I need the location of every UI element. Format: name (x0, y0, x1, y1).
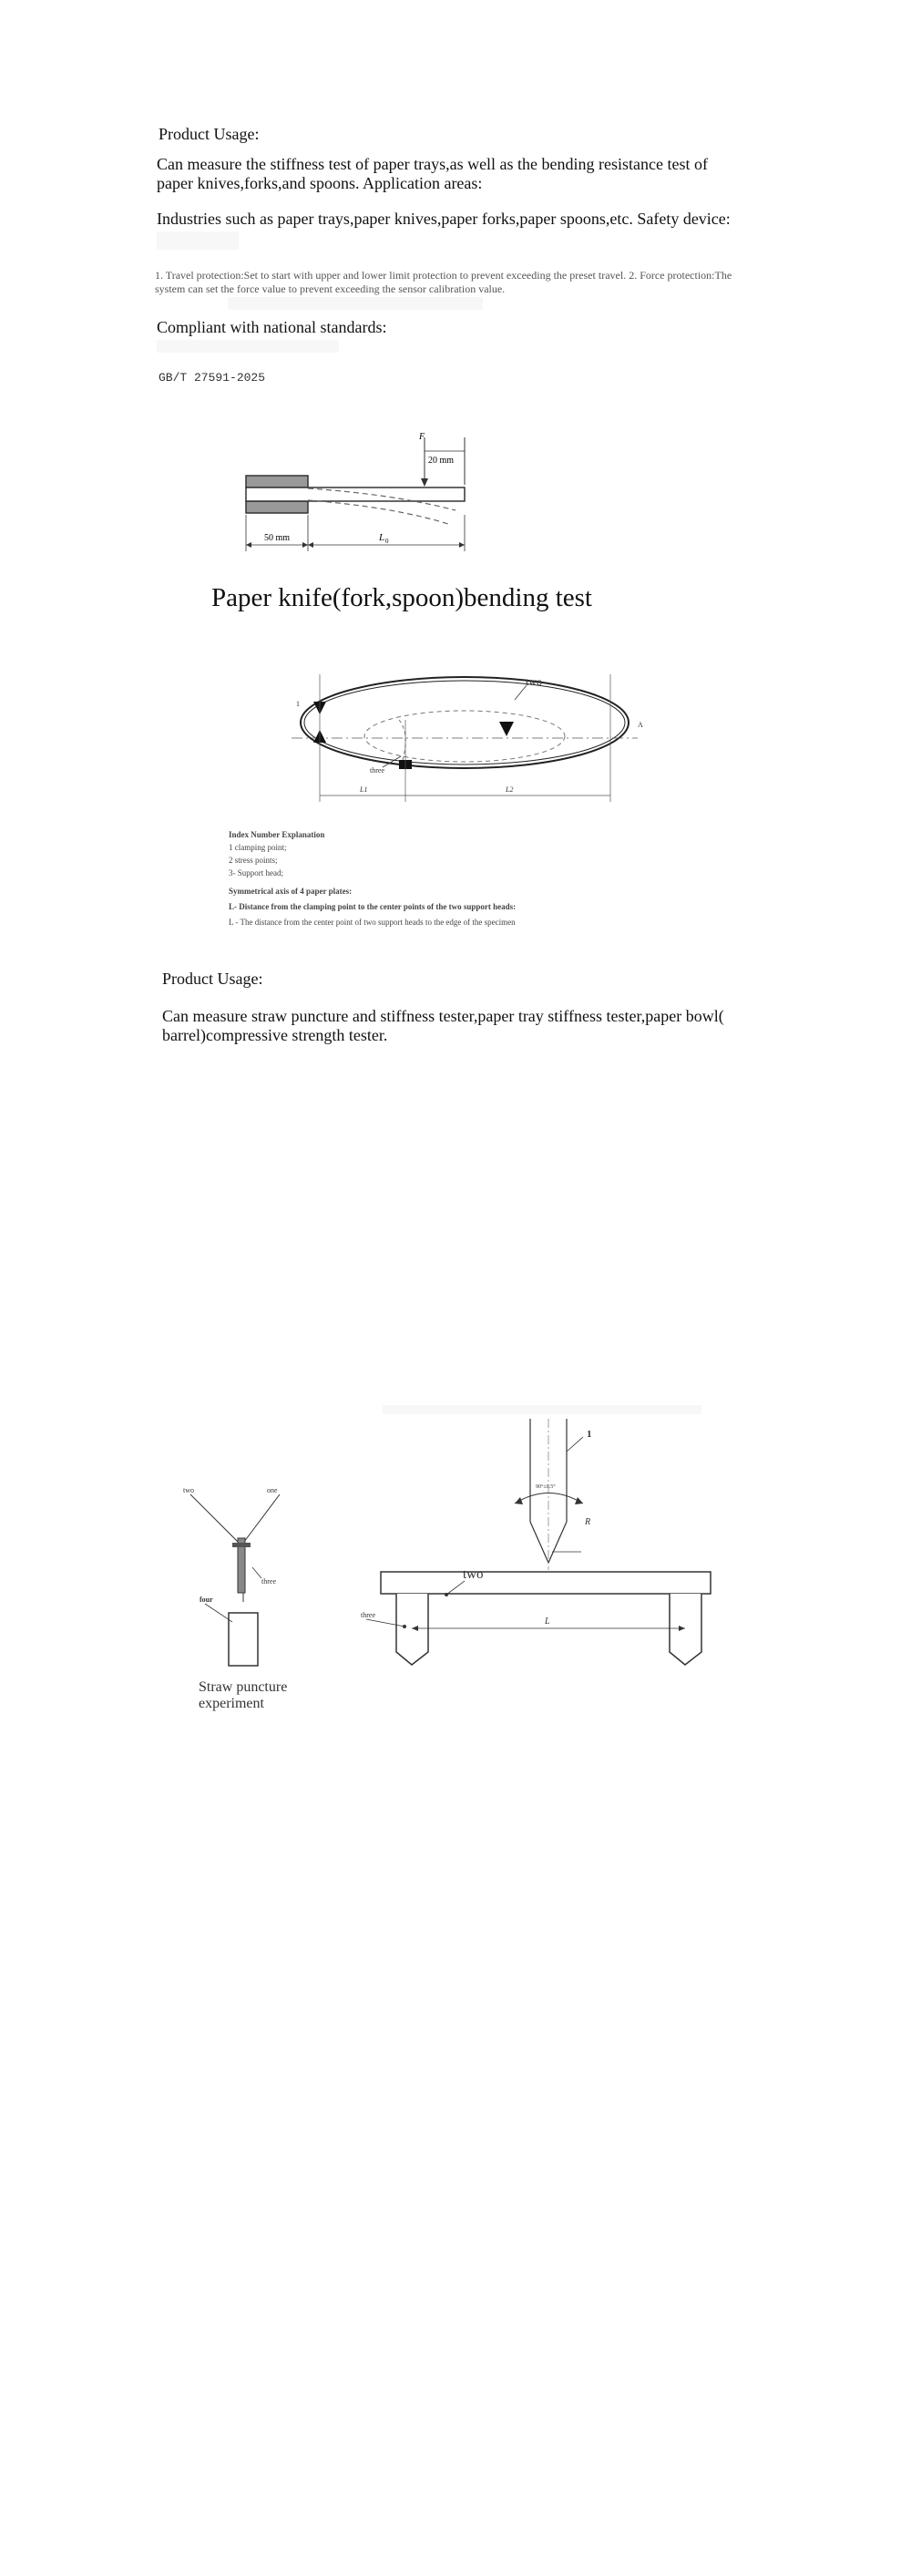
pivot-lines (190, 1494, 280, 1545)
fig3-label-four: four (200, 1596, 213, 1604)
dim-right-label: L (379, 532, 385, 543)
force-label: F (419, 432, 425, 442)
support-heads (396, 1594, 701, 1665)
standards-heading: Compliant with national standards: (157, 318, 387, 336)
specimen-bar (381, 1572, 711, 1594)
needle-collar (232, 1543, 251, 1547)
dim-left-label: 50 mm (264, 533, 291, 543)
fig3-label-two: two (183, 1486, 194, 1494)
dim-top-label: 20 mm (428, 456, 455, 466)
safety-note: 1. Travel protection:Set to start with upper and lower limit protection to prevent exceeding the preset travel. 2. Force protection:The system can set the force value to prevent exceeding the sensor calibration value. (155, 269, 732, 295)
section2-paragraph: Can measure straw puncture and stiffness tester,paper tray stiffness tester,paper bowl( barrel)compressive strength tester. (162, 1007, 724, 1044)
specimen-beam (246, 487, 465, 501)
stress-point-marker (499, 722, 514, 736)
faded-text-line (228, 297, 483, 310)
dim-l1: L1 (360, 785, 368, 794)
faded-text-block (157, 231, 239, 250)
figure1-caption: Paper knife(fork,spoon)bending test (211, 583, 592, 612)
label-three: three (370, 766, 384, 775)
fig4-label-one: 1 (587, 1429, 592, 1440)
figure-three-point-bend (355, 1417, 720, 1668)
dim-right-subscript: 0 (385, 538, 389, 545)
fig4-label-r: R (585, 1517, 591, 1527)
figure-plate-diagram (282, 665, 647, 811)
fig3-label-one: one (267, 1486, 278, 1494)
legend-item: 1 clamping point; (229, 842, 287, 852)
label-one: 1 (296, 700, 300, 708)
fig4-label-three: three (361, 1611, 375, 1619)
legend-l2: L - The distance from the center point of two support heads to the edge of the specimen (229, 917, 516, 927)
label-a: A (638, 721, 643, 729)
legend-item: 3- Support head; (229, 867, 283, 877)
plate-outline (301, 677, 629, 768)
standard-code: GB/T 27591-2025 (159, 371, 266, 385)
label-two: two (526, 675, 542, 688)
legend-item: 2 stress points; (229, 855, 278, 865)
figure3-caption: Straw puncture experiment (199, 1679, 288, 1712)
section1-industries: Industries such as paper trays,paper knives,paper forks,paper spoons,etc. Safety device: (157, 210, 731, 228)
dim-l2: L2 (506, 785, 514, 794)
faded-figure-title (383, 1405, 701, 1414)
section1-paragraph: Can measure the stiffness test of paper trays,as well as the bending resistance test of paper knives,forks,and spoons. Application areas: (157, 155, 708, 192)
fig4-label-two: two (463, 1567, 484, 1582)
angle-label: 90°±0.5° (536, 1484, 556, 1490)
fig4-label-l: L (545, 1616, 550, 1627)
legend-l1: L- Distance from the clamping point to the center points of the two support heads: (229, 901, 517, 911)
figure2-legend (229, 829, 593, 929)
section1-heading: Product Usage: (159, 125, 260, 143)
figure-cantilever-diagram (237, 428, 474, 565)
straw-holder (229, 1613, 258, 1666)
figure-straw-puncture (178, 1476, 296, 1677)
legend-axis-title: Symmetrical axis of 4 paper plates: (229, 886, 353, 896)
section2-heading: Product Usage: (162, 970, 263, 988)
fig3-label-three: three (261, 1577, 276, 1586)
faded-text-line-2 (157, 340, 339, 353)
legend-title: Index Number Explanation (229, 830, 325, 839)
